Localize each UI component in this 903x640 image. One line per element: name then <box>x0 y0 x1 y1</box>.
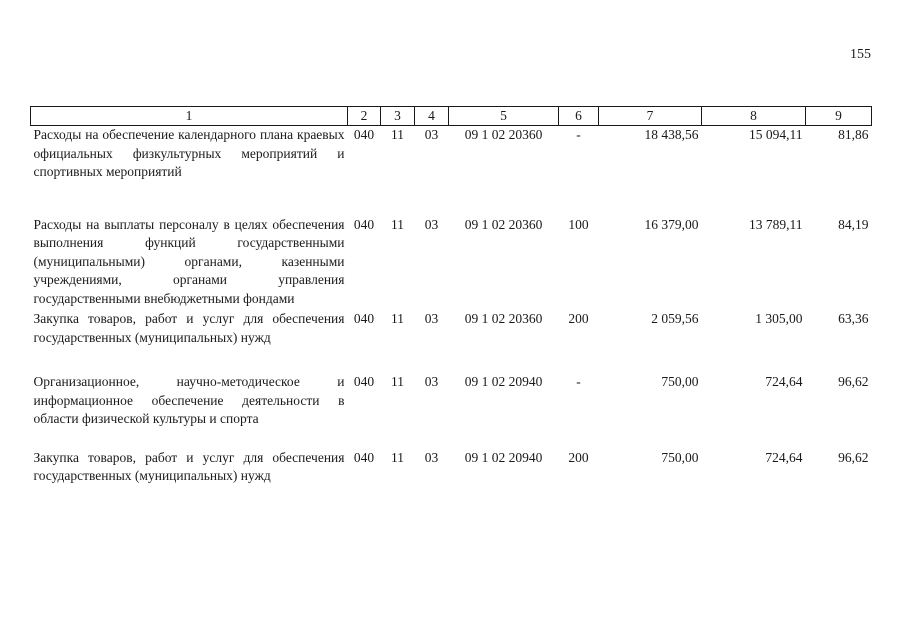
code-cell: 03 <box>424 216 439 232</box>
expense-name: Закупка товаров, работ и услуг для обеспечения государственных (муниципальных) нужд <box>33 311 345 345</box>
expense-name: Расходы на выплаты персоналу в целях обеспечения выполнения функций государственными (муниципальными) органами, казенными учреждениями, органами управления государственными внебюджетными фондами <box>33 216 345 306</box>
amount-cell: 13 789,11 <box>749 216 803 232</box>
code-cell: 040 <box>353 374 375 389</box>
code-cell: 09 1 02 20940 <box>464 374 543 389</box>
amount-cell: 2 059,56 <box>651 311 699 326</box>
amount-cell: 724,64 <box>765 449 803 465</box>
amount-cell: 18 438,56 <box>644 127 699 142</box>
code-cell: 03 <box>424 374 439 389</box>
amount-cell: 15 094,11 <box>749 127 803 142</box>
code-cell: 09 1 02 20940 <box>464 449 543 465</box>
percent-cell: 96,62 <box>838 449 869 465</box>
amount-cell: 750,00 <box>661 449 699 465</box>
code-cell: 09 1 02 20360 <box>464 216 543 232</box>
amount-cell: 750,00 <box>661 374 699 389</box>
table-row <box>31 449 872 486</box>
amount-cell: 16 379,00 <box>644 216 699 232</box>
code-cell: - <box>576 127 581 142</box>
code-cell: 200 <box>568 311 589 326</box>
code-cell: - <box>576 374 581 389</box>
page-number: 155 <box>850 47 871 62</box>
code-cell: 11 <box>391 127 404 142</box>
header-cell: 7 <box>599 107 702 126</box>
percent-cell: 96,62 <box>838 374 869 389</box>
expense-name: Расходы на обеспечение календарного плана краевых официальных физкультурных мероприятий и спортивных мероприятий <box>33 127 345 179</box>
code-cell: 100 <box>568 216 589 232</box>
header-cell: 5 <box>449 107 559 126</box>
amount-cell: 1 305,00 <box>755 311 803 326</box>
code-cell: 200 <box>568 449 589 465</box>
amount-cell: 724,64 <box>765 374 803 389</box>
code-cell: 11 <box>391 311 404 326</box>
table-row <box>31 373 872 449</box>
table-row <box>31 310 872 373</box>
code-cell: 11 <box>391 216 404 232</box>
code-cell: 040 <box>353 216 375 232</box>
code-cell: 040 <box>353 127 375 142</box>
table-row <box>31 126 872 216</box>
percent-cell: 81,86 <box>838 127 869 142</box>
code-cell: 040 <box>353 449 375 465</box>
expense-name: Организационное, научно-методическое и информационное обеспечение деятельности в области физической культуры и спорта <box>33 374 345 426</box>
code-cell: 03 <box>424 311 439 326</box>
code-cell: 11 <box>391 449 404 465</box>
table-row <box>31 216 872 311</box>
code-cell: 09 1 02 20360 <box>464 311 543 326</box>
percent-cell: 84,19 <box>838 216 869 232</box>
code-cell: 09 1 02 20360 <box>464 127 543 142</box>
header-cell: 3 <box>381 107 415 126</box>
code-cell: 03 <box>424 127 439 142</box>
expense-name: Закупка товаров, работ и услуг для обеспечения государственных (муниципальных) нужд <box>33 449 345 483</box>
header-cell: 6 <box>559 107 599 126</box>
code-cell: 040 <box>353 311 375 326</box>
code-cell: 03 <box>424 449 439 465</box>
budget-table <box>30 106 872 486</box>
header-cell: 1 <box>31 107 348 126</box>
header-cell: 4 <box>415 107 449 126</box>
header-cell: 9 <box>806 107 872 126</box>
header-cell: 2 <box>348 107 381 126</box>
header-cell: 8 <box>702 107 806 126</box>
header-row <box>31 107 872 126</box>
code-cell: 11 <box>391 374 404 389</box>
percent-cell: 63,36 <box>838 311 869 326</box>
